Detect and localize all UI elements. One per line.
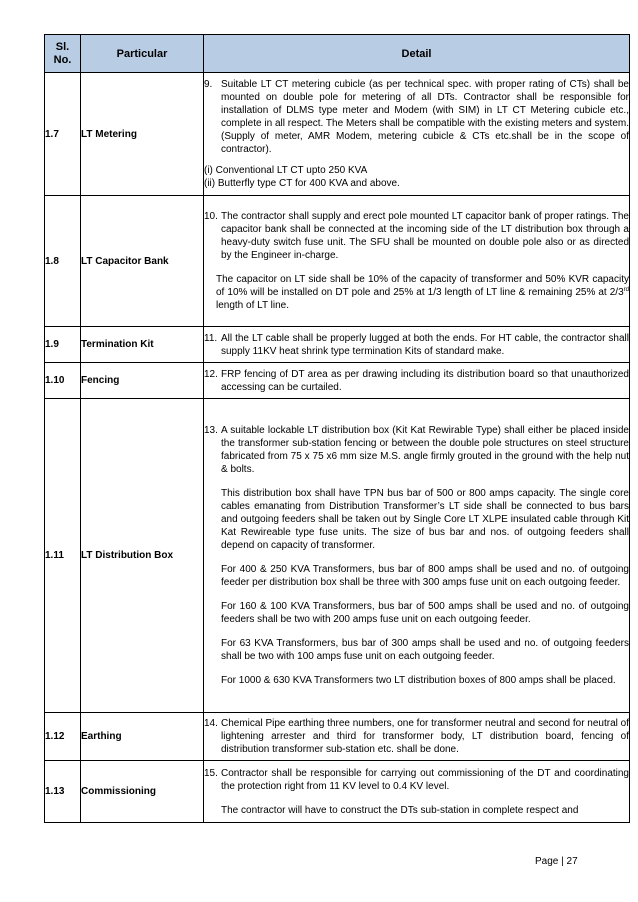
table-row [45, 73, 630, 196]
table-row [45, 399, 630, 713]
row-number: 1.12 [45, 713, 81, 761]
item-number: 9. [204, 79, 213, 90]
detail-item [204, 767, 629, 793]
item-text: The contractor shall supply and erect pole mounted LT capacitor bank of proper ratings. The capacitor bank shall be connected at the incoming side of the LT distribution box through a heavy-duty switch fuse unit. The SFU shall be mounted on double pole also or as directed by the Engineer in-charge. [221, 211, 629, 261]
row-detail [204, 196, 630, 327]
detail-item [204, 210, 629, 262]
detail-paragraph [204, 273, 629, 312]
row-number: 1.13 [45, 761, 81, 823]
row-particular: LT Capacitor Bank [81, 196, 204, 327]
row-number: 1.8 [45, 196, 81, 327]
item-number: 12. [204, 368, 218, 380]
detail-paragraph: For 400 & 250 KVA Transformers, bus bar of 800 amps shall be used and no. of outgoing feeder per distribution box shall be three with 300 amps fuse unit on each outgoing feeder. [221, 564, 629, 588]
row-particular: Fencing [81, 363, 204, 399]
table-row [45, 761, 630, 823]
detail-item [204, 332, 629, 358]
row-particular: Termination Kit [81, 327, 204, 363]
detail-item [204, 424, 629, 476]
header-sl-no [45, 35, 81, 73]
detail-list-item: (ii) Butterfly type CT for 400 KVA and above. [204, 178, 400, 189]
item-text: All the LT cable shall be properly lugged at both the ends. For HT cable, the contractor shall supply 11KV heat shrink type termination Kits of standard make. [221, 332, 629, 357]
detail-item [204, 368, 629, 394]
row-number: 1.9 [45, 327, 81, 363]
paragraph-text: The capacitor on LT side shall be 10% of the capacity of transformer and 50% KVR capacity of 10% will be installed on DT pole and 25% at 1/3 length of LT line & remaining 25% at 2/3 [216, 274, 629, 298]
table-row [45, 363, 630, 399]
detail-paragraph: For 160 & 100 KVA Transformers, bus bar of 500 amps shall be used and no. of outgoing feeders shall be two with 200 amps fuse unit on each outgoing feeder. [221, 601, 629, 625]
item-number: 13. [204, 425, 218, 436]
page-number: Page | 27 [535, 856, 578, 867]
specification-table [44, 34, 630, 823]
header-sl-line1: Sl. [55, 40, 70, 53]
row-particular: Commissioning [81, 761, 204, 823]
header-detail: Detail [204, 35, 630, 73]
table-row [45, 713, 630, 761]
row-particular: Earthing [81, 713, 204, 761]
detail-paragraph: For 63 KVA Transformers, bus bar of 300 amps shall be used and no. of outgoing feeders shall be two with 100 amps fuse unit on each outgoing feeder. [221, 638, 629, 662]
item-number: 14. [204, 718, 218, 729]
table-row [45, 327, 630, 363]
item-text: Contractor shall be responsible for carrying out commissioning of the DT and coordinating the protection right from 11 KV level to 0.4 KV level. [221, 768, 629, 792]
row-number: 1.11 [45, 399, 81, 713]
detail-paragraph: This distribution box shall have TPN bus bar of 500 or 800 amps capacity. The single core cables emanating from Distribution Transformer’s LT side shall be connected to bus bars and outgoing feeders shall be taken out by Single Core LT XLPE insulated cable through Kit Kat Rewireable type fuse units. The size of bus bar and nos. of outgoing feeders shall depend on capacity of transformer. [221, 488, 629, 551]
detail-paragraph: The contractor will have to construct the DTs sub-station in complete respect and [221, 805, 579, 816]
item-text: Chemical Pipe earthing three numbers, one for transformer neutral and second for neutral of lightening arrester and third for transformer body, LT distribution board, fencing of distribution transformer sub-station etc. shall be done. [221, 718, 629, 755]
item-text: Suitable LT CT metering cubicle (as per technical spec. with proper rating of CTs) shall be mounted on double pole for metering of all DTs. Contractor shall be responsible for installation of DLMS type meter and Modem (with SIM) in LT CT Metering cubicle etc., complete in all respect. The Meters shall be compatible with the existing meters and system. (Supply of meter, AMR Modem, metering cubicle & CTs etc.shall be in the scope of contractor). [221, 79, 629, 155]
row-particular: LT Metering [81, 73, 204, 196]
item-number: 11. [204, 332, 218, 344]
item-text: FRP fencing of DT area as per drawing including its distribution board so that unauthorized accessing can be curtailed. [221, 368, 629, 393]
item-text: A suitable lockable LT distribution box (Kit Kat Rewirable Type) shall either be placed inside the transformer sub-station fencing or between the double pole structures on steel structure fabricated from 75 x 75 x6 mm size M.S. angle firmly grouted in the ground with the help nut & bolts. [221, 425, 629, 475]
row-detail [204, 399, 630, 713]
table-row [45, 196, 630, 327]
row-detail [204, 761, 630, 823]
table-header-row [45, 35, 630, 73]
detail-item [204, 78, 629, 156]
paragraph-text-end: length of LT line. [216, 300, 290, 311]
header-particular: Particular [81, 35, 204, 73]
row-detail [204, 327, 630, 363]
item-number: 10. [204, 211, 218, 222]
row-detail [204, 363, 630, 399]
row-detail [204, 73, 630, 196]
row-particular: LT Distribution Box [81, 399, 204, 713]
header-sl-line2: No. [53, 53, 72, 66]
detail-paragraph: For 1000 & 630 KVA Transformers two LT distribution boxes of 800 amps shall be placed. [221, 675, 616, 686]
detail-item [204, 717, 629, 756]
detail-list-item: (i) Conventional LT CT upto 250 KVA [204, 165, 368, 176]
row-detail [204, 713, 630, 761]
superscript: rd [623, 287, 629, 293]
item-number: 15. [204, 768, 218, 779]
row-number: 1.7 [45, 73, 81, 196]
row-number: 1.10 [45, 363, 81, 399]
